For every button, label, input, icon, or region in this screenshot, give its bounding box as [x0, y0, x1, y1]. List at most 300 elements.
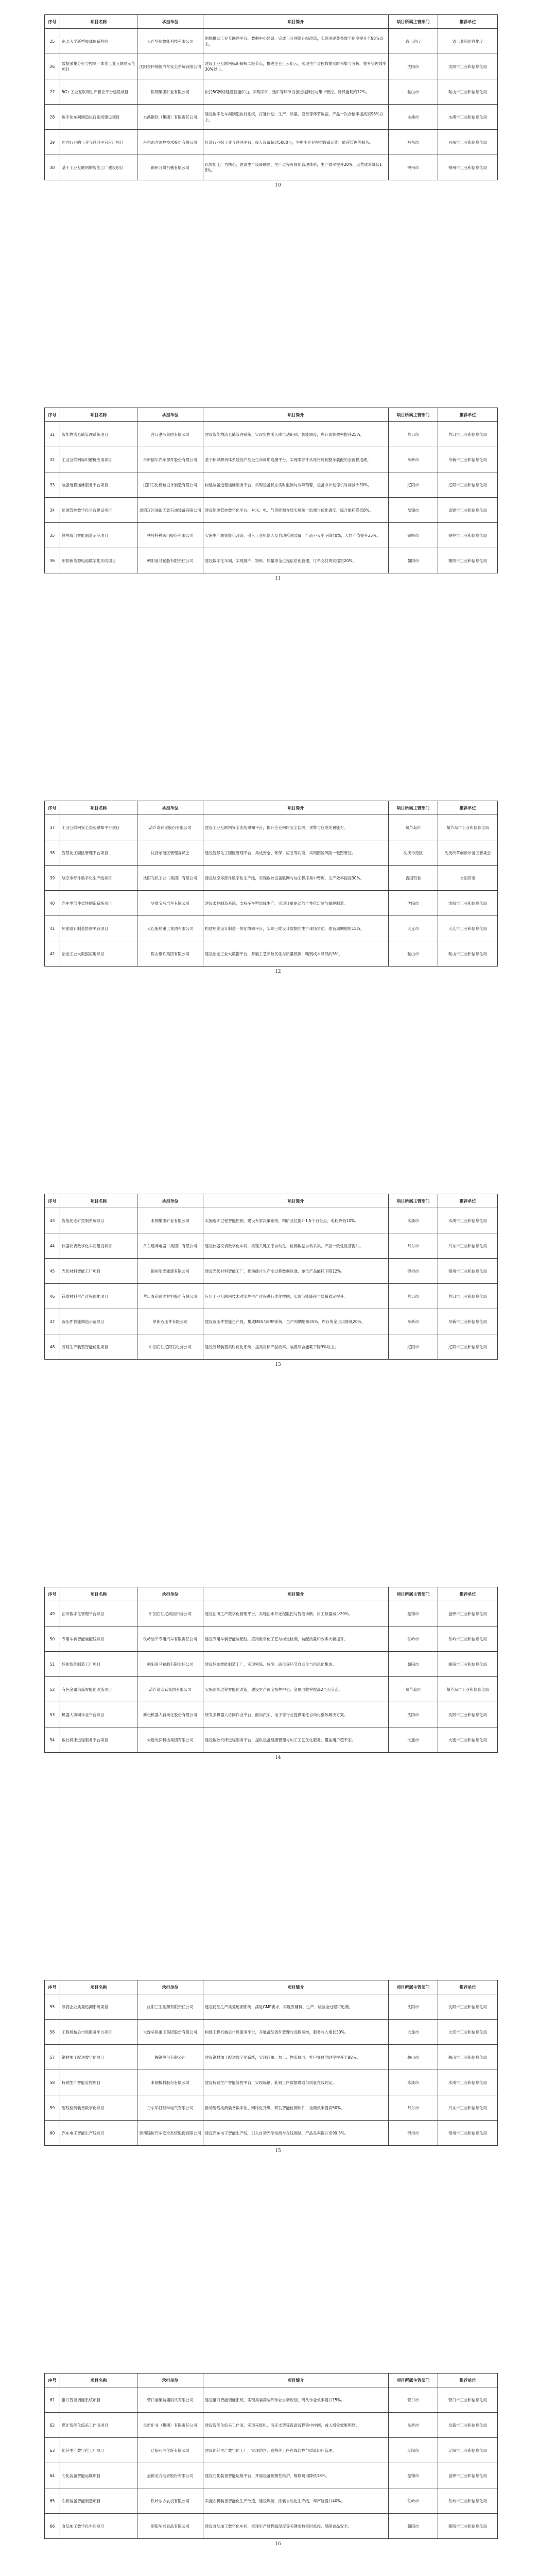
cell-name: 有色金属冶炼智能化改造项目 [60, 1677, 137, 1702]
cell-dept: 营口市 [389, 422, 438, 447]
cell-no: 42 [45, 941, 60, 967]
cell-recommender: 葫芦岛市工业和信息化局 [438, 1677, 498, 1702]
column-header: 项目名称 [60, 801, 137, 815]
cell-unit: 铁岭陆平专用汽车有限责任公司 [137, 1626, 203, 1652]
cell-recommender: 本溪市工业和信息化局 [438, 105, 498, 130]
column-header: 序号 [45, 408, 60, 422]
document-page [0, 1965, 556, 2359]
project-table [44, 1194, 498, 1360]
cell-no: 65 [45, 2488, 60, 2514]
cell-recommender: 阜新市工业和信息化局 [438, 2413, 498, 2438]
cell-intro: 实施冶炼过程智能化改造，建设生产调度指挥中心，金属回收率提高2个百分点。 [203, 1677, 389, 1702]
column-header: 项目名称 [60, 408, 137, 422]
table-row [45, 1677, 498, 1702]
table-row [45, 155, 498, 180]
cell-name: 朝阳新能源电池数字化车间项目 [60, 548, 137, 573]
table-row [45, 422, 498, 447]
column-header: 序号 [45, 15, 60, 29]
cell-intro: 建设轮胎智能制造工厂，实现密炼、成型、硫化等环节自动化与信息化集成。 [203, 1652, 389, 1677]
cell-no: 50 [45, 1626, 60, 1652]
cell-dept: 省工信厅 [389, 29, 438, 54]
cell-no: 41 [45, 916, 60, 941]
cell-no: 36 [45, 548, 60, 573]
table-row [45, 447, 498, 472]
table-row [45, 1208, 498, 1233]
cell-dept: 鞍山市 [389, 941, 438, 967]
cell-no: 25 [45, 29, 60, 54]
cell-no: 45 [45, 1259, 60, 1284]
cell-dept: 锦州市 [389, 2121, 438, 2146]
cell-dept: 大连市 [389, 1727, 438, 1753]
cell-name: 港口智能调度系统项目 [60, 2387, 137, 2413]
cell-no: 55 [45, 1994, 60, 2020]
cell-dept: 鞍山市 [389, 2045, 438, 2070]
page-number: 13 [275, 1362, 281, 1367]
table-row [45, 548, 498, 573]
cell-dept: 丹东市 [389, 2095, 438, 2121]
cell-dept: 丹东市 [389, 130, 438, 155]
column-header: 项目简介 [203, 2374, 389, 2387]
cell-unit: 丹东东方测控技术股份有限公司 [137, 130, 203, 155]
table-row [45, 2020, 498, 2045]
cell-recommender: 锦州市工业和信息化局 [438, 1259, 498, 1284]
table-row [45, 2463, 498, 2488]
page-number: 15 [275, 2148, 281, 2154]
column-header: 承担单位 [137, 15, 203, 29]
cell-intro: 基于标识解析体系建设产品全生命周期追溯平台，实现零部件从原材料到整车装配的全流程追溯。 [203, 447, 389, 472]
cell-intro: 建设柔性制造系统，支持多车型混线生产，实现订单驱动的个性化定制与敏捷制造。 [203, 891, 389, 916]
table-row [45, 2514, 498, 2539]
cell-name: 数据采集分析与控制一体化工业互联网示范项目 [60, 54, 137, 79]
cell-unit: 大连光洋科技集团有限公司 [137, 1727, 203, 1753]
column-header: 推荐单位 [438, 801, 498, 815]
column-header: 项目名称 [60, 2374, 137, 2387]
column-header: 推荐单位 [438, 408, 498, 422]
cell-no: 64 [45, 2463, 60, 2488]
column-header: 项目简介 [203, 1587, 389, 1601]
cell-recommender: 丹东市工业和信息化局 [438, 130, 498, 155]
table-row [45, 498, 498, 523]
cell-name: 钢材加工配送数字化项目 [60, 2045, 137, 2070]
cell-recommender: 盘锦市工业和信息化局 [438, 1601, 498, 1626]
cell-name: 射线检测装备数字化项目 [60, 2095, 137, 2121]
table-row [45, 1601, 498, 1626]
table-row [45, 1652, 498, 1677]
cell-no: 39 [45, 866, 60, 891]
cell-recommender: 省工业和信息化厅 [438, 29, 498, 54]
cell-recommender: 沈阳市工业和信息化局 [438, 1702, 498, 1727]
cell-dept: 沈阳市 [389, 891, 438, 916]
cell-unit: 鞍钢股份有限公司 [137, 2045, 203, 2070]
cell-no: 48 [45, 1334, 60, 1360]
cell-name: 煤矿智能化综采工作面项目 [60, 2413, 137, 2438]
table-row [45, 1233, 498, 1259]
cell-unit: 本溪钢铁（集团）有限责任公司 [137, 105, 203, 130]
cell-recommender: 阜新市工业和信息化局 [438, 447, 498, 472]
table-row [45, 1309, 498, 1334]
cell-name: 航空零部件数字化生产线项目 [60, 866, 137, 891]
cell-recommender: 铁岭市工业和信息化局 [438, 2488, 498, 2514]
cell-intro: 推动射线检测装备数字化、网络化升级，研发智能检测软件，检测效率提高50%。 [203, 2095, 389, 2121]
cell-name: 基于工业互联网的智能工厂建设项目 [60, 155, 137, 180]
cell-intro: 建设能源管控数字化平台，对水、电、气等能源介质实施统一监测与优化调度，综合能耗降低8%。 [203, 498, 389, 523]
table-row [45, 523, 498, 548]
table-row [45, 1727, 498, 1753]
cell-name: 专用车辆智能装配线项目 [60, 1626, 137, 1652]
cell-name: 面向行业的工业互联网平台应用项目 [60, 130, 137, 155]
table-row [45, 2488, 498, 2514]
cell-unit: 朝阳浪马轮胎有限责任公司 [137, 548, 203, 573]
cell-no: 38 [45, 840, 60, 866]
cell-name: 智能物流仓储管理系统项目 [60, 422, 137, 447]
cell-no: 43 [45, 1208, 60, 1233]
table-row [45, 815, 498, 840]
cell-recommender: 本溪市工业和信息化局 [438, 2070, 498, 2095]
cell-dept: 铁岭市 [389, 1626, 438, 1652]
cell-name: 农机装备智能制造项目 [60, 2488, 137, 2514]
cell-dept: 盘锦市 [389, 1601, 438, 1626]
cell-recommender: 辽阳市工业和信息化局 [438, 2438, 498, 2463]
cell-no: 62 [45, 2413, 60, 2438]
cell-recommender: 鞍山市工业和信息化局 [438, 941, 498, 967]
cell-intro: 建设石化装备智能运维平台，开展设备预测性维护，维修费用降低18%。 [203, 2463, 389, 2488]
cell-name: 机器人协同作业平台项目 [60, 1702, 137, 1727]
cell-dept: 辽阳市 [389, 472, 438, 498]
table-header-row [45, 1980, 498, 1994]
cell-name: 智慧化工园区管理平台项目 [60, 840, 137, 866]
column-header: 项目名称 [60, 1194, 137, 1208]
table-row [45, 941, 498, 967]
cell-recommender: 营口市工业和信息化局 [438, 422, 498, 447]
cell-dept: 沈阳市 [389, 54, 438, 79]
page-number: 16 [275, 2541, 281, 2547]
cell-unit: 丹东通博电器（集团）有限公司 [137, 1233, 203, 1259]
cell-unit: 营口港务集团有限公司 [137, 422, 203, 447]
cell-no: 60 [45, 2121, 60, 2146]
cell-intro: 构建船舶设计制造一体化协同平台，实现三维设计数据向生产现场贯通，建造周期缩短15%。 [203, 916, 389, 941]
cell-name: 船舶设计制造协同平台项目 [60, 916, 137, 941]
cell-intro: 实施农机装备智能化生产改造，建设焊接、涂装自动化生产线，年产能提升40%。 [203, 2488, 389, 2514]
cell-recommender: 营口市工业和信息化局 [438, 2387, 498, 2413]
cell-name: 工程机械后市场服务平台项目 [60, 2020, 137, 2045]
cell-recommender: 朝阳市工业和信息化局 [438, 548, 498, 573]
column-header: 承担单位 [137, 2374, 203, 2387]
cell-dept: 营口市 [389, 2387, 438, 2413]
cell-recommender: 辽阳市工业和信息化局 [438, 1334, 498, 1360]
table-row [45, 2438, 498, 2463]
cell-intro: 依托5G网络建设智能矿山，实现采矿、选矿等环节设备远程操控与集中管控，降低能耗约12%。 [203, 79, 389, 105]
cell-no: 30 [45, 155, 60, 180]
cell-name: 化纤生产数字化工厂项目 [60, 2438, 137, 2463]
cell-intro: 建设智能化综采工作面，实现采煤机、液压支架等设备远程集中控制，减人增安效果明显。 [203, 2413, 389, 2438]
cell-name: 工业互联网安全态势感知平台项目 [60, 815, 137, 840]
cell-unit: 本钢板材股份有限公司 [137, 2070, 203, 2095]
column-header: 推荐单位 [438, 15, 498, 29]
cell-name: 工业互联网标识解析应用项目 [60, 447, 137, 472]
cell-recommender: 丹东市工业和信息化局 [438, 2095, 498, 2121]
cell-name: 石化装备智能运维项目 [60, 2463, 137, 2488]
project-table [44, 14, 498, 180]
cell-unit: 阜新矿业（集团）有限责任公司 [137, 2413, 203, 2438]
cell-recommender: 大连市工业和信息化局 [438, 916, 498, 941]
cell-name: 智能化选矿控制系统项目 [60, 1208, 137, 1233]
cell-unit: 辽阳石化机械设计制造有限公司 [137, 472, 203, 498]
table-header-row [45, 15, 498, 29]
cell-intro: 建设智慧化工园区管理平台，集成安全、环保、应急等功能，实现园区风险一张图管控。 [203, 840, 389, 866]
cell-dept: 铁岭市 [389, 2488, 438, 2514]
column-header: 推荐单位 [438, 1194, 498, 1208]
cell-no: 51 [45, 1652, 60, 1677]
table-row [45, 916, 498, 941]
cell-name: 东北大学新型胶球体系检验 [60, 29, 137, 54]
project-table [44, 2373, 498, 2539]
cell-unit: 铁岭特种阀门股份有限公司 [137, 523, 203, 548]
cell-dept: 朝阳市 [389, 548, 438, 573]
table-row [45, 891, 498, 916]
cell-dept: 大连市 [389, 2020, 438, 2045]
cell-recommender: 盘锦市工业和信息化局 [438, 498, 498, 523]
table-row [45, 105, 498, 130]
table-row [45, 2045, 498, 2070]
cell-unit: 盘锦辽河油田天意石油装备有限公司 [137, 498, 203, 523]
cell-recommender: 本溪市工业和信息化局 [438, 1208, 498, 1233]
cell-unit: 鞍山钢铁集团有限公司 [137, 941, 203, 967]
cell-dept: 阜新市 [389, 447, 438, 472]
cell-recommender: 朝阳市工业和信息化局 [438, 2514, 498, 2539]
cell-dept: 省国资委 [389, 866, 438, 891]
cell-intro: 建设油田生产数字化管理平台，实现油水井远程监控与智能诊断，用工数量减少20%。 [203, 1601, 389, 1626]
column-header: 项目所属主管部门 [389, 1194, 438, 1208]
column-header: 项目简介 [203, 408, 389, 422]
cell-dept: 锦州市 [389, 155, 438, 180]
cell-intro: 建设光伏材料智能工厂，推动硅片生产全过程数据联通，单位产品能耗下降12%。 [203, 1259, 389, 1284]
cell-no: 56 [45, 2020, 60, 2045]
cell-dept: 葫芦岛市 [389, 815, 438, 840]
project-table [44, 801, 498, 967]
cell-name: 铁岭阀门智能制造示范项目 [60, 523, 137, 548]
cell-intro: 建设食品加工数字化车间，实现生产过程温湿度等关键参数实时监控，保障食品安全。 [203, 2514, 389, 2539]
table-row [45, 1626, 498, 1652]
table-row [45, 840, 498, 866]
cell-no: 32 [45, 447, 60, 472]
column-header: 项目所属主管部门 [389, 1980, 438, 1994]
table-row [45, 2095, 498, 2121]
cell-dept: 本溪市 [389, 105, 438, 130]
cell-recommender: 锦州市工业和信息化局 [438, 155, 498, 180]
document-page [0, 0, 556, 393]
cell-recommender: 省国资委 [438, 866, 498, 891]
cell-dept: 朝阳市 [389, 2514, 438, 2539]
cell-dept: 锦州市 [389, 1259, 438, 1284]
cell-intro: 应用工业互联网技术对窑炉生产过程进行优化控制，实现节能降耗与质量稳定提升。 [203, 1284, 389, 1309]
column-header: 承担单位 [137, 1980, 203, 1994]
cell-dept: 鞍山市 [389, 79, 438, 105]
cell-intro: 建设仪器仪表数字化车间，实现关键工序自动化、检测数据自动采集，产品一致性显著提升。 [203, 1233, 389, 1259]
cell-intro: 建设专用车辆智能装配线，应用数字化工艺与视觉检测，装配质量和效率大幅提升。 [203, 1626, 389, 1652]
column-header: 项目简介 [203, 15, 389, 29]
column-header: 推荐单位 [438, 2374, 498, 2387]
cell-name: 数控机床远程服务平台项目 [60, 1727, 137, 1753]
cell-no: 34 [45, 498, 60, 523]
table-row [45, 2413, 498, 2438]
project-table [44, 1980, 498, 2146]
cell-name: 仪器仪表数字化车间建设项目 [60, 1233, 137, 1259]
table-row [45, 1702, 498, 1727]
cell-unit: 鞍钢集团矿业有限公司 [137, 79, 203, 105]
cell-dept: 沈阳市 [389, 1702, 438, 1727]
cell-no: 33 [45, 472, 60, 498]
column-header: 承担单位 [137, 801, 203, 815]
column-header: 项目所属主管部门 [389, 1587, 438, 1601]
table-row [45, 29, 498, 54]
cell-unit: 锦州阳光能源有限公司 [137, 1259, 203, 1284]
cell-recommender: 阜新市工业和信息化局 [438, 1309, 498, 1334]
cell-intro: 建设数控机床远程服务平台，提供设备健康管理与加工工艺优化服务，覆盖用户超千家。 [203, 1727, 389, 1753]
cell-intro: 建设工业互联网标识解析二级节点，推进企业上云用云，实现生产过程数据实时采集与分析，提升管理效率30%以上。 [203, 54, 389, 79]
cell-recommender: 沈阳市工业和信息化局 [438, 54, 498, 79]
cell-no: 29 [45, 130, 60, 155]
table-row [45, 1259, 498, 1284]
cell-intro: 建设液压件智能生产线，集成MES与ERP系统，生产周期缩短25%，库存资金占用降低20%。 [203, 1309, 389, 1334]
table-row [45, 472, 498, 498]
cell-no: 53 [45, 1702, 60, 1727]
cell-name: 液压件智能制造示范项目 [60, 1309, 137, 1334]
cell-name: 冶金工业大数据应用项目 [60, 941, 137, 967]
cell-dept: 朝阳市 [389, 1652, 438, 1677]
page-number: 12 [275, 969, 281, 974]
cell-unit: 本钢集团矿业有限公司 [137, 1208, 203, 1233]
cell-recommender: 沈抚改革创新示范区管委会 [438, 840, 498, 866]
cell-unit: 沈阳金杯锦恒汽车安全系统有限公司 [137, 54, 203, 79]
cell-unit: 铁岭东方农机有限公司 [137, 2488, 203, 2514]
table-row [45, 79, 498, 105]
table-row [45, 2387, 498, 2413]
cell-unit: 朝阳华兴食品有限公司 [137, 2514, 203, 2539]
table-row [45, 130, 498, 155]
column-header: 项目名称 [60, 1980, 137, 1994]
cell-unit: 锦州锦恒汽车安全系统股份有限公司 [137, 2121, 203, 2146]
cell-unit: 阜新德尔汽车部件股份有限公司 [137, 447, 203, 472]
cell-dept: 盘锦市 [389, 2463, 438, 2488]
column-header: 项目所属主管部门 [389, 801, 438, 815]
cell-name: 装备远程运维服务平台项目 [60, 472, 137, 498]
page-number: 14 [275, 1755, 281, 1760]
cell-unit: 大连华信鲁能科技有限公司 [137, 29, 203, 54]
cell-unit: 沈阳飞机工业（集团）有限公司 [137, 866, 203, 891]
cell-recommender: 铁岭市工业和信息化局 [438, 1626, 498, 1652]
cell-unit: 大连华锐重工集团股份有限公司 [137, 2020, 203, 2045]
cell-intro: 建设药品生产质量追溯系统，满足GMP要求，实现原辅料、生产、检验全过程可追溯。 [203, 1994, 389, 2020]
cell-unit: 新松机器人自动化股份有限公司 [137, 1702, 203, 1727]
cell-recommender: 盘锦市工业和信息化局 [438, 2463, 498, 2488]
cell-name: 数字化车间制造执行系统建设项目 [60, 105, 137, 130]
cell-intro: 构建装备远程运维服务平台，实现设备状态实时监测与故障预警，设备非计划停机时间减少30%。 [203, 472, 389, 498]
document-page [0, 393, 556, 786]
cell-intro: 建设冶金工业大数据平台，开展工艺参数优化与质量预测，吨钢成本降低约5%。 [203, 941, 389, 967]
cell-name: 食品加工数字化车间项目 [60, 2514, 137, 2539]
cell-unit: 营口青花耐火材料股份有限公司 [137, 1284, 203, 1309]
cell-intro: 建设智能物流仓储管理系统，实现货物出入库自动识别、智能调度，库存周转效率提升25%。 [203, 422, 389, 447]
cell-intro: 建设数字化车间制造执行系统，打通计划、生产、质量、设备等环节数据，产品一次合格率提高至98%以上。 [203, 105, 389, 130]
cell-no: 54 [45, 1727, 60, 1753]
cell-dept: 盘锦市 [389, 498, 438, 523]
table-row [45, 1994, 498, 2020]
cell-unit: 大连船舶重工集团有限公司 [137, 916, 203, 941]
column-header: 序号 [45, 801, 60, 815]
cell-no: 27 [45, 79, 60, 105]
cell-no: 66 [45, 2514, 60, 2539]
column-header: 项目所属主管部门 [389, 408, 438, 422]
cell-unit: 中国石油辽河油田分公司 [137, 1601, 203, 1626]
cell-dept: 本溪市 [389, 2070, 438, 2095]
cell-intro: 以智能工厂为核心，建设生产设备联网、生产过程可视化管理体系，生产效率提升20%，运营成本降低15%。 [203, 155, 389, 180]
cell-intro: 建设工业互联网安全态势感知平台，提升企业网络安全监测、预警与应急处置能力。 [203, 815, 389, 840]
cell-name: 特钢生产智能管控项目 [60, 2070, 137, 2095]
column-header: 承担单位 [137, 1194, 203, 1208]
cell-unit: 中国石油辽阳石化分公司 [137, 1334, 203, 1360]
cell-unit: 华晨宝马汽车有限公司 [137, 891, 203, 916]
table-row [45, 54, 498, 79]
column-header: 承担单位 [137, 1587, 203, 1601]
cell-dept: 本溪市 [389, 1208, 438, 1233]
cell-unit: 朝阳浪马轮胎有限责任公司 [137, 1652, 203, 1677]
cell-no: 28 [45, 105, 60, 130]
cell-unit: 阜新液压件有限公司 [137, 1309, 203, 1334]
column-header: 序号 [45, 1194, 60, 1208]
document-page [0, 1572, 556, 1965]
column-header: 推荐单位 [438, 1980, 498, 1994]
column-header: 项目所属主管部门 [389, 15, 438, 29]
table-header-row [45, 408, 498, 422]
cell-dept: 葫芦岛市 [389, 1677, 438, 1702]
cell-name: 光伏材料智能工厂项目 [60, 1259, 137, 1284]
cell-dept: 大连市 [389, 916, 438, 941]
project-table [44, 408, 498, 573]
cell-dept: 营口市 [389, 1284, 438, 1309]
cell-dept: 阜新市 [389, 2413, 438, 2438]
cell-unit: 锦州万得机械有限公司 [137, 155, 203, 180]
cell-intro: 建设特钢生产智能管控平台，实现炼钢、轧钢工序数据贯通与质量在线判定。 [203, 2070, 389, 2095]
cell-dept: 沈抚示范区 [389, 840, 438, 866]
column-header: 项目简介 [203, 1980, 389, 1994]
document-page [0, 2359, 556, 2576]
cell-name: 镁质材料生产过程优化项目 [60, 1284, 137, 1309]
cell-no: 58 [45, 2070, 60, 2095]
cell-no: 26 [45, 54, 60, 79]
cell-recommender: 锦州市工业和信息化局 [438, 2121, 498, 2146]
column-header: 项目简介 [203, 801, 389, 815]
cell-unit: 沈阳三生制药有限责任公司 [137, 1994, 203, 2020]
table-header-row [45, 1587, 498, 1601]
cell-intro: 建设数字化车间，实现排产、物料、质量等全过程信息化管理，订单交付周期缩短20%。 [203, 548, 389, 573]
cell-unit: 葫芦岛锌业股份有限公司 [137, 815, 203, 840]
table-header-row [45, 801, 498, 815]
cell-unit: 葫芦岛宏跃集团有限公司 [137, 1677, 203, 1702]
cell-no: 59 [45, 2095, 60, 2121]
cell-no: 44 [45, 1233, 60, 1259]
table-row [45, 866, 498, 891]
column-header: 序号 [45, 1980, 60, 1994]
cell-recommender: 沈阳市工业和信息化局 [438, 891, 498, 916]
cell-dept: 铁岭市 [389, 523, 438, 548]
cell-intro: 建设汽车电子智能生产线，引入自动光学检测与在线测试，产品良率提升至99.5%。 [203, 2121, 389, 2146]
cell-recommender: 葫芦岛市工业和信息化局 [438, 815, 498, 840]
cell-dept: 阜新市 [389, 1309, 438, 1334]
column-header: 序号 [45, 2374, 60, 2387]
cell-recommender: 铁岭市工业和信息化局 [438, 523, 498, 548]
cell-dept: 辽阳市 [389, 1334, 438, 1360]
cell-no: 57 [45, 2045, 60, 2070]
